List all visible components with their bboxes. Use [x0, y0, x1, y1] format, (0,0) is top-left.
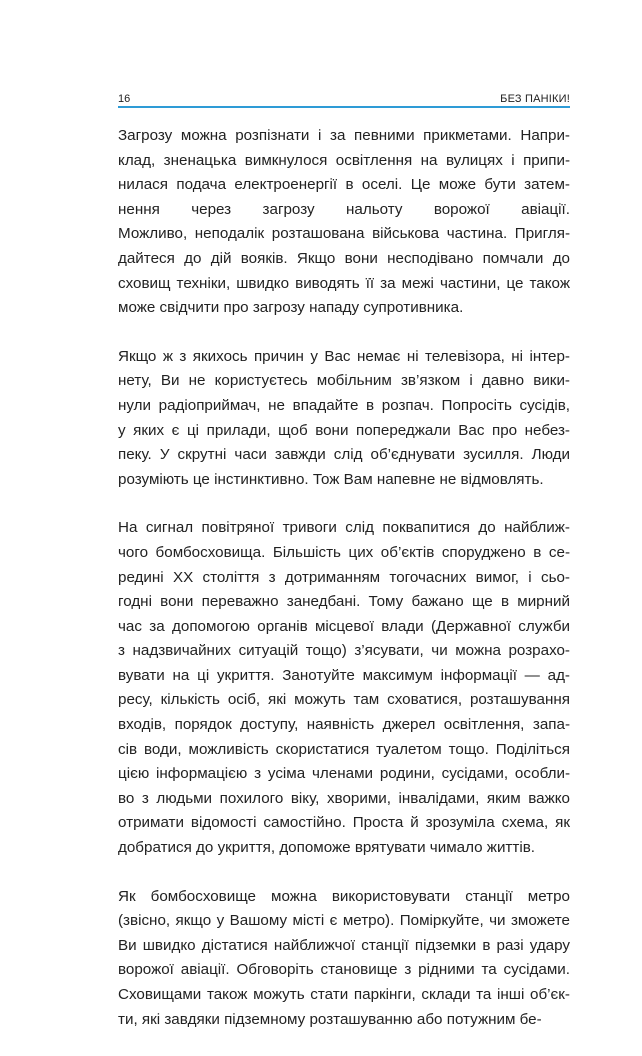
paragraph [118, 345, 570, 493]
text-line: Сховищами також можуть стати паркінги, склади та інші об’єк- [118, 986, 570, 1003]
header-rule [118, 106, 570, 108]
text-line: нули радіоприймач, не впадайте в розпач. Попросіть сусідів, [118, 396, 570, 414]
text-line: дайтеся до дій вояків. Якщо вони несподівано помчали до [118, 249, 570, 267]
text-line: Як бомбосховище можна використовувати станції метро [118, 887, 570, 905]
text-line: клад, зненацька вимкнулося освітлення на вулицях і припи- [118, 151, 570, 169]
text-line: Якщо ж з якихось причин у Вас немає ні телевізора, ні інтер- [118, 347, 570, 365]
text-line: входів, порядок доступу, наявність джерел освітлення, запа- [118, 716, 570, 734]
text-line: Ви швидко дістатися найближчої станції підземки в разі удару [118, 936, 570, 954]
running-header [118, 90, 570, 108]
text-line: пеку. У скрутні часи завжди слід об’єднувати зусилля. Люди [118, 446, 570, 464]
text-line: На сигнал повітряної тривоги слід поквапитися до найближ- [118, 519, 570, 537]
text-line: ресу, кількість осіб, які можуть там сховатися, розташування [118, 691, 570, 709]
text-line: добратися до укриття, допоможе врятувати чимало життів. [118, 839, 535, 857]
text-line: час за допомогою органів місцевої влади (Державної служби [118, 617, 570, 635]
text-line: годні вони переважно занедбані. Тому бажано ще в мирний [118, 593, 570, 611]
text-line: цією інформацією з усіма членами родини, сусідами, особли- [118, 765, 570, 783]
text-line: нилася подача електроенергії в оселі. Це може бути затем- [118, 176, 570, 194]
text-line: сховищ техніки, швидко виводять її за межі частини, це також [118, 274, 570, 292]
text-line: сів води, можливість скористатися туалетом тощо. Поділіться [118, 740, 570, 758]
paragraph [118, 885, 570, 1033]
text-line: во з людьми похилого віку, хворими, інвалідами, яким важко [118, 789, 570, 807]
text-line: у яких є ці прилади, щоб вони попереджали Вас про небез- [118, 421, 570, 439]
text-line: (звісно, якщо у Вашому місті є метро). Поміркуйте, чи зможете [118, 912, 570, 930]
paragraph [118, 124, 570, 321]
text-line: Можливо, неподалік розташована військова частина. Пригля- [118, 225, 570, 243]
text-line: чого бомбосховища. Більшість цих об’єктів споруджено в се- [118, 543, 570, 561]
text-line: вувати на ці укриття. Занотуйте максимум інформації — ад- [118, 666, 570, 684]
text-line: може свідчити про загрозу нападу супротивника. [118, 299, 464, 317]
text-line: розуміють це інстинктивно. Тож Вам напевне не відмовлять. [118, 470, 544, 488]
text-line: ти, які завдяки підземному розташуванню або потужним бе- [118, 1010, 542, 1028]
page-number: 16 [118, 93, 131, 105]
text-line: отримати відомості самостійно. Проста й зрозуміла схема, як [118, 814, 570, 832]
text-line: нення через загрозу нальоту ворожої авіації. [118, 200, 570, 218]
text-line: нету, Ви не користуєтесь мобільним зв’язком і давно вики- [118, 372, 570, 390]
text-line: ворожої авіації. Обговоріть становище з рідними та сусідами. [118, 961, 570, 979]
text-line: редині ХХ століття з дотриманням тогочасних вимог, і сьо- [118, 568, 570, 586]
text-line: Загрозу можна розпізнати і за певними прикметами. Напри- [118, 127, 570, 144]
running-title: БЕЗ ПАНІКИ! [500, 93, 570, 105]
paragraph [118, 516, 570, 860]
text-line: з надзвичайних ситуацій тощо) з’ясувати, чи можна розрахо- [118, 642, 570, 660]
body-text [118, 124, 570, 1056]
